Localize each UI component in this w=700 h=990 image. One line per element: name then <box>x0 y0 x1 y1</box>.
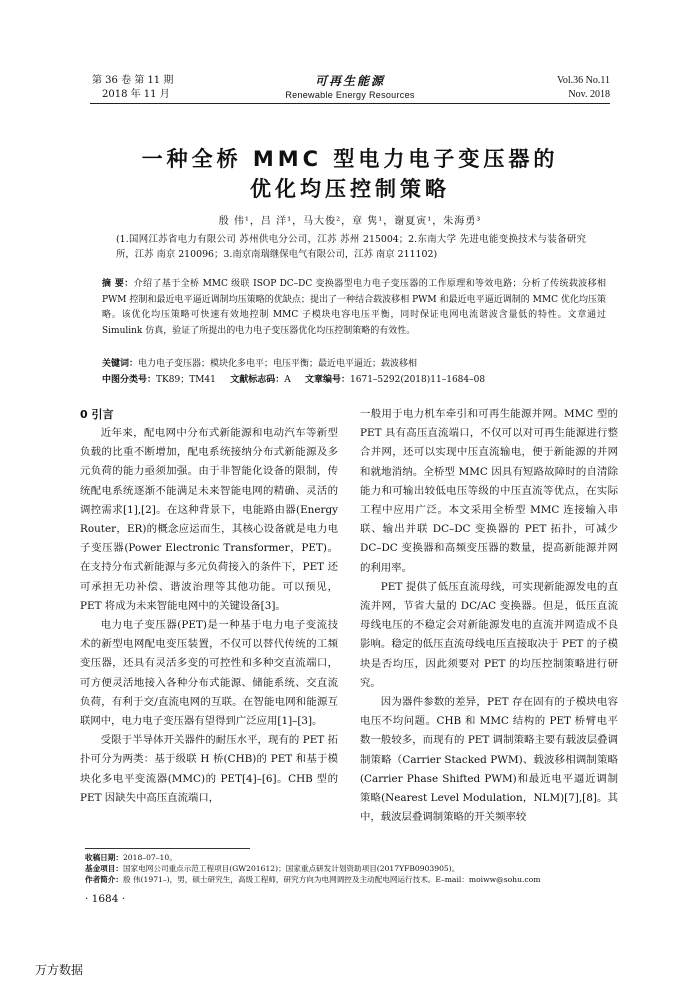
author-list: 殷 伟¹，吕 洋¹，马大俊²，章 隽¹，谢夏寅¹，朱海勇³ <box>218 216 482 227</box>
title-line-2: 优化均压控制策略 <box>250 177 450 201</box>
volume-line: 第 36 卷 第 11 期 <box>92 75 174 86</box>
right-paragraph-0: 一般用于电力机车牵引和可再生能源并网。MMC 型的 PET 具有高压直流端口，不仅可以对可再生能源进行整合并网，还可以实现中压直流输电，便于新能源的并网和就地消纳。全桥型 MMC 因具有短路故障时的自清除能力和可输出较低电压等级的中压直流等优点，在实际工程中应用广泛。本文采用全桥型 MMC 连接输入串联、输出并联 DC–DC 变换器的 PET 拓扑，可减少 DC–DC 变换器和高频变压器的数量，提高新能源并网的利用率。 <box>360 408 618 574</box>
keywords <box>102 357 606 372</box>
page-number: · 1684 · <box>85 893 126 905</box>
left-column <box>80 405 338 808</box>
left-paragraph-2: 电力电子变压器(PET)是一种基于电力电子变流技术的新型电网配电变压装置，不仅可以替代传统的工频变压器，还具有灵活多变的可控性和多种交直流端口，可方便灵活地接入各种分布式能源、储能系统、交直流负荷，有利于交/直流电网的互联。在智能电网和能源互联网中，电力电子变压器有望得到广泛应用[1]–[3]。 <box>80 619 338 728</box>
right-paragraph-1: PET 提供了低压直流母线，可实现新能源发电的直流并网，节省大量的 DC/AC 变换器。但是，低压直流母线电压的不稳定会对新能源发电的直流并网造成不良影响。稳定的低压直流母线电压直接取决于 PET 的子模块是否均压，因此须要对 PET 的均压控制策略进行研究。 <box>360 580 618 689</box>
fund-label: 基金项目： <box>85 864 123 873</box>
right-paragraph-2: 因为器件参数的差异，PET 存在固有的子模块电容电压不均问题。CHB 和 MMC 结构的 PET 桥臂电平数一般较多，而现有的 PET 调制策略主要有载波层叠调制策略（Carrier Stacked PWM)、载波移相调制策略(Carrier Phase Shifted PWM)和最近电平逼近调制策略(Nearest Level Modulation，NLM)[7],[8]。其中，载波层叠调制策略的开关频率较 <box>360 696 618 824</box>
footnote-author <box>85 873 625 886</box>
clc-label: 中图分类号： <box>102 375 157 385</box>
keywords-text: 电力电子变压器；模块化多电平；电压平衡；最近电平逼近；载波移相 <box>138 359 418 369</box>
journal-name-cn: 可再生能源 <box>314 74 385 88</box>
article-id-value: 1671–5292(2018)11–1684–08 <box>350 375 486 385</box>
abstract-text: 介绍了基于全桥 MMC 级联 ISOP DC–DC 变换器型电力电子变压器的工作原理和等效电路；分析了传统载波移相 PWM 控制和最近电平逼近调制均压策略的优缺点；提出了一种结合载波移相 PWM 和最近电平逼近调制的 MMC 优化均压策略。该优化均压策略可快速有效地控制 MMC 子模块电容电压平衡，同时保证电网电流谐波含量低的特性。文章通过 Simulink 仿真，验证了所提出的电力电子变压器优化均压控制策略的有效性。 <box>102 279 606 336</box>
section-heading-intro: 0 引言 <box>80 408 114 421</box>
fund-text: 国家电网公司重点示范工程项目(GW201612)；国家重点研发计划资助项目(2017YFB0903905)。 <box>122 864 460 873</box>
right-column <box>360 405 618 827</box>
date-en-line: Nov. 2018 <box>568 89 610 100</box>
abstract-label: 摘 要： <box>102 279 134 289</box>
classification-line <box>102 373 606 388</box>
doc-code-value: A <box>284 375 291 385</box>
received-date: 2018–07–10。 <box>122 853 177 862</box>
article-id-label: 文章编号： <box>305 375 351 385</box>
volume-en-line: Vol.36 No.11 <box>556 75 610 86</box>
author-bio-text: 殷 伟(1971–)，男，硕士研究生，高级工程师，研究方向为电网调控及主动配电网运行技术。E–mail：moiww@sohu.com <box>122 875 541 884</box>
journal-name-en: Renewable Energy Resources <box>285 90 415 100</box>
watermark-text: 万方数据 <box>35 963 84 977</box>
author-bio-label: 作者简介： <box>85 875 123 884</box>
abstract <box>102 277 606 339</box>
journal-volume-en <box>557 74 610 102</box>
date-line: 2018 年 11 月 <box>102 89 170 100</box>
affiliations: (1.国网江苏省电力有限公司 苏州供电分公司，江苏 苏州 215004；2.东南大学 先进电能变换技术与装备研究所，江苏 南京 210096；3.南京南瑞继保电气有限公司，江苏 南京 211102) <box>116 234 586 260</box>
clc-value: TK89；TM41 <box>156 375 216 385</box>
left-paragraph-3: 受限于半导体开关器件的耐压水平，现有的 PET 拓扑可分为两类：基于级联 H 桥(CHB)的 PET 和基于模块化多电平变流器(MMC)的 PET[4]–[6]。CHB 型的 PET 因缺失中高压直流端口， <box>80 734 338 804</box>
doc-code-label: 文献标志码： <box>230 375 285 385</box>
title-line-1: 一种全桥 MMC 型电力电子变压器的 <box>141 147 559 171</box>
left-paragraph-1: 近年来，配电网中分布式新能源和电动汽车等新型负载的比重不断增加，配电系统接纳分布式新能源及多元负荷的能力亟须加强。由于非智能化设备的限制，传统配电系统逐渐不能满足未来智能电网的精确、灵活的调控需求[1],[2]。在这种背景下，电能路由器(Energy Router，ER)的概念应运而生，其核心设备就是电力电子变压器(Power Electronic Transformer，PET)。在支持分布式新能源与多元负荷接入的条件下，PET 还可承担无功补偿、谐波治理等其他功能。可以预见，PET 将成为未来智能电网中的关键设备[3]。 <box>80 427 338 612</box>
header-rule <box>90 103 610 104</box>
received-label: 收稿日期： <box>85 853 123 862</box>
footnote-rule <box>85 848 250 849</box>
keywords-label: 关键词： <box>102 359 139 369</box>
